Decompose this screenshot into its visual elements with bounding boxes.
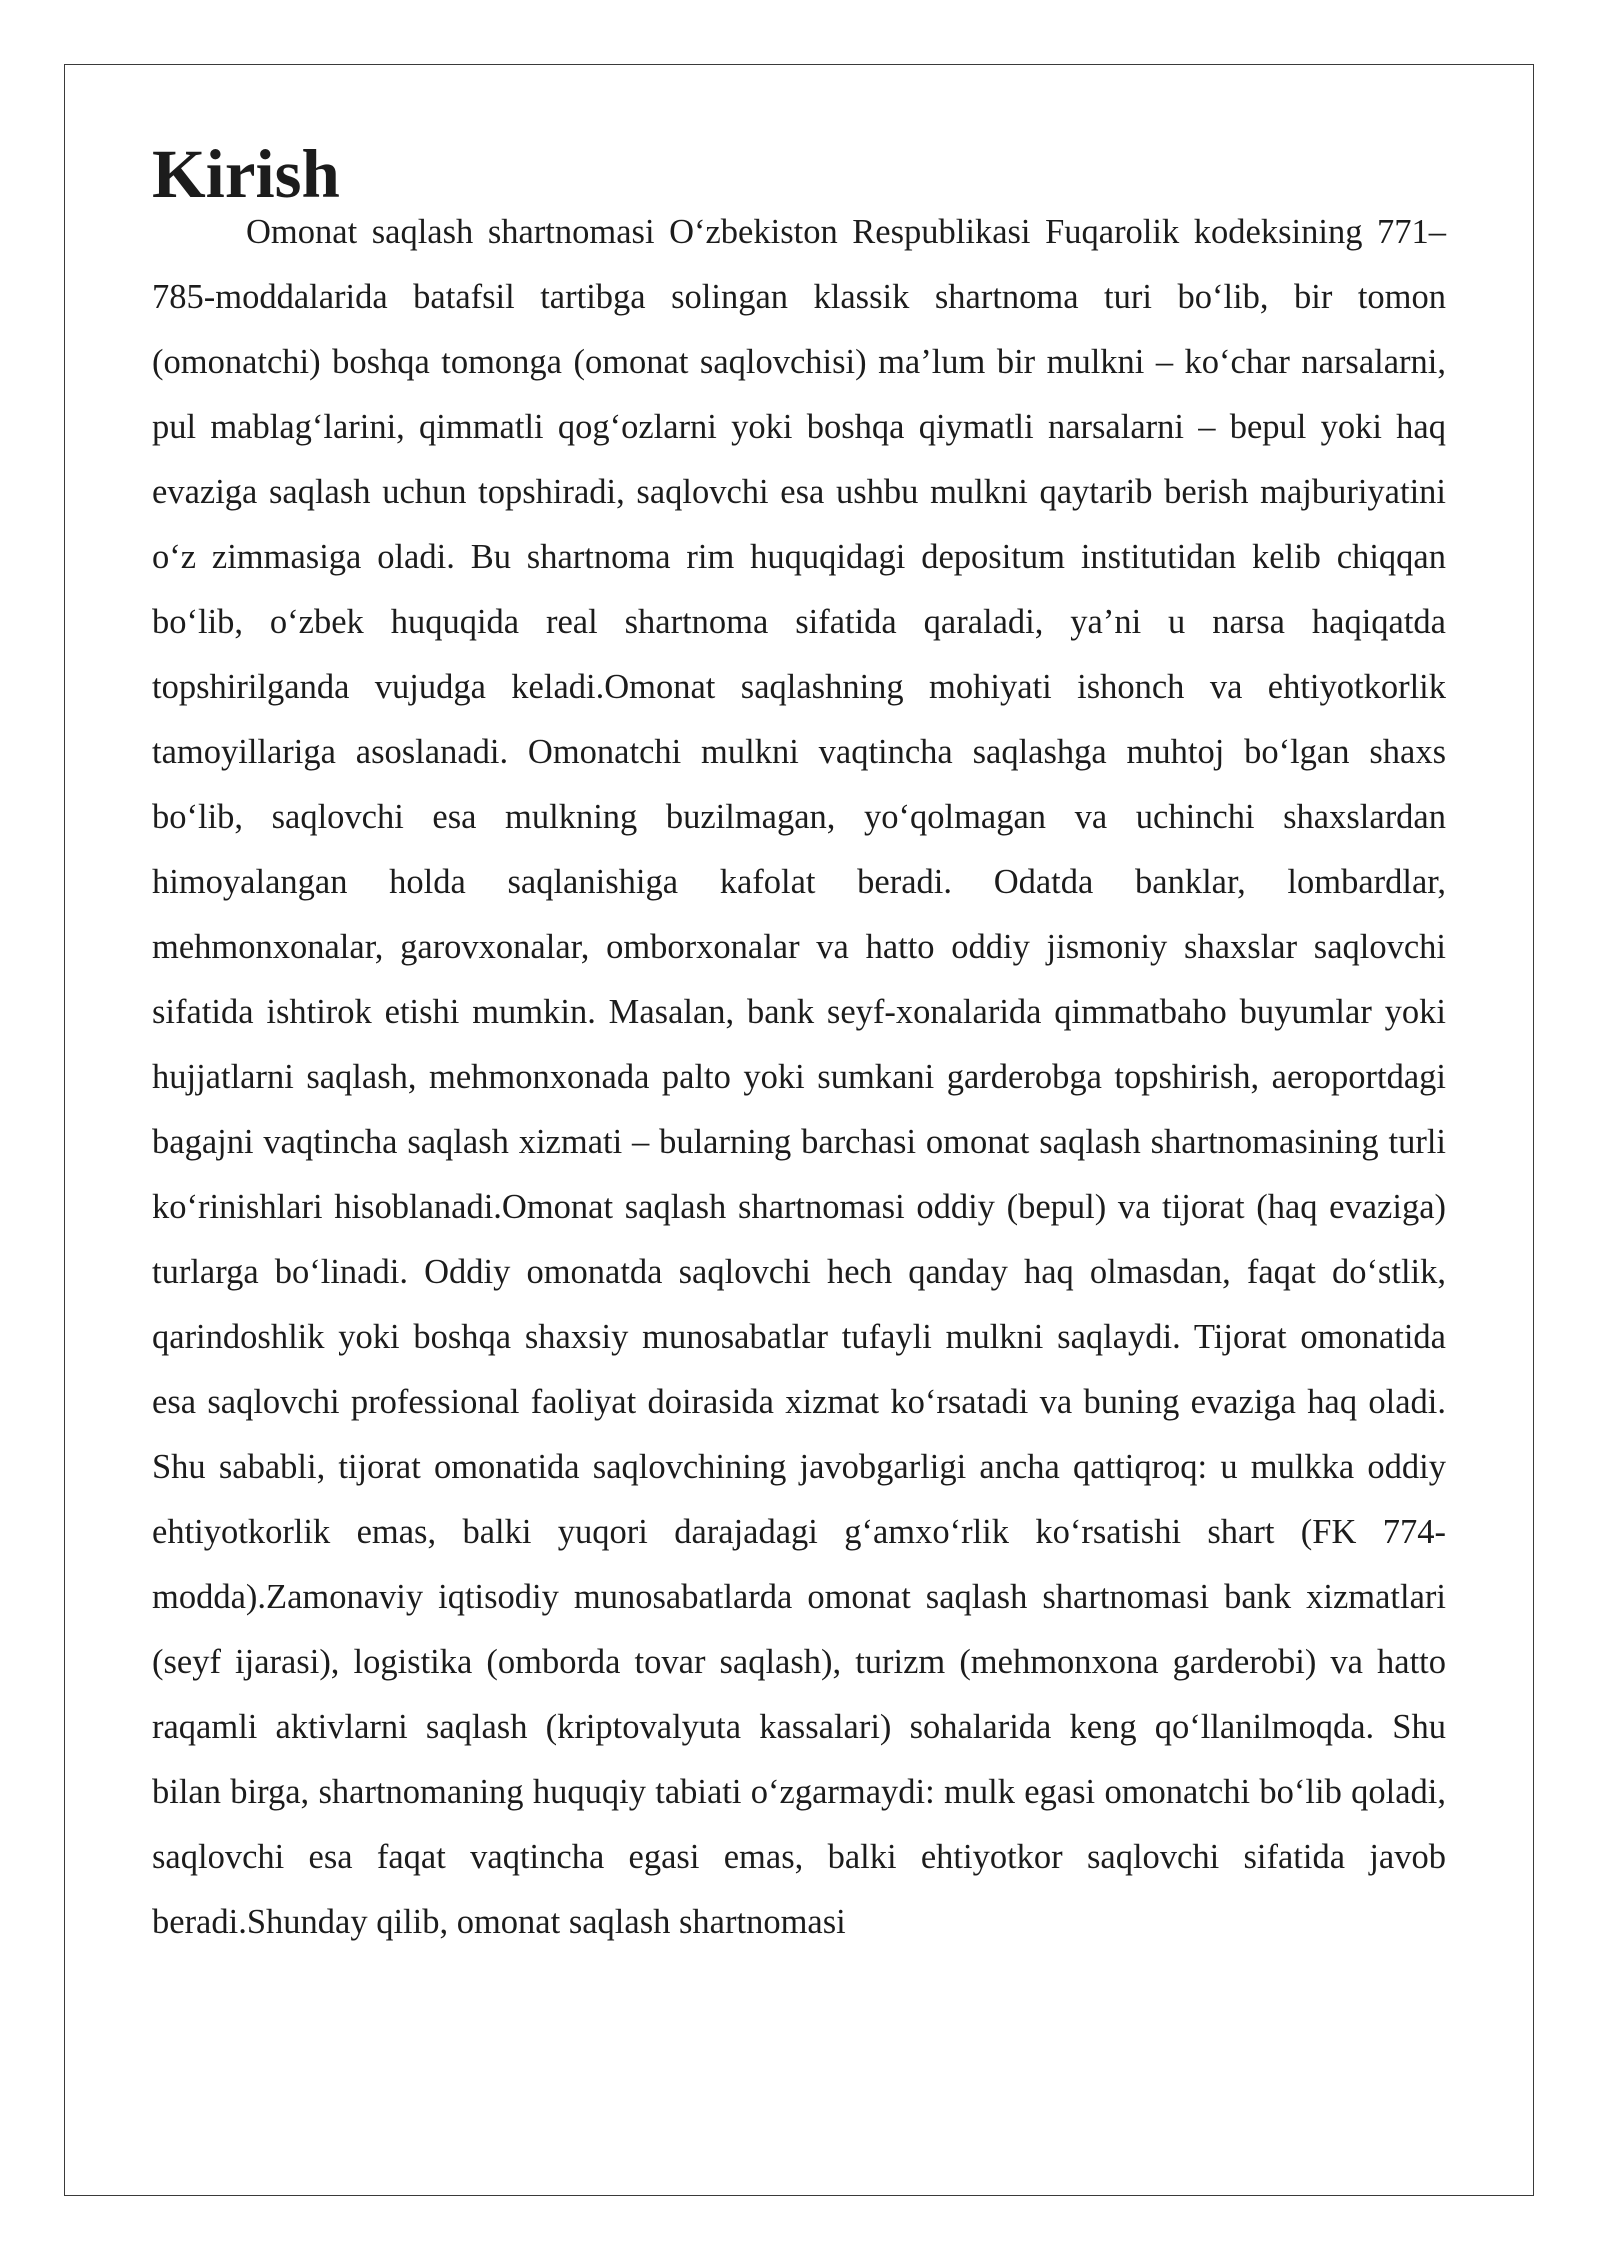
body-paragraph: Omonat saqlash shartnomasi O‘zbekiston Respublikasi Fuqarolik kodeksining 771–785-moddalarida batafsil tartibga solingan klassik shartnoma turi bo‘lib, bir tomon (omonatchi) boshqa tomonga (omonat saqlovchisi) ma’lum bir mulkni – ko‘char narsalarni, pul mablag‘larini, qimmatli qog‘ozlarni yoki boshqa qiymatli narsalarni – bepul yoki haq evaziga saqlash uchun topshiradi, saqlovchi esa ushbu mulkni qaytarib berish majburiyatini o‘z zimmasiga oladi. Bu shartnoma rim huquqidagi depositum institutidan kelib chiqqan bo‘lib, o‘zbek huquqida real shartnoma sifatida qaraladi, ya’ni u narsa haqiqatda topshirilganda vujudga keladi.Omonat saqlashning mohiyati ishonch va ehtiyotkorlik tamoyillariga asoslanadi. Omonatchi mulkni vaqtincha saqlashga muhtoj bo‘lgan shaxs bo‘lib, saqlovchi esa mulkning buzilmagan, yo‘qolmagan va uchinchi shaxslardan himoyalangan holda saqlanishiga kafolat beradi. Odatda banklar, lombardlar, mehmonxonalar, garovxonalar, omborxonalar va hatto oddiy jismoniy shaxslar saqlovchi sifatida ishtirok etishi mumkin. Masalan, bank seyf-xonalarida qimmatbaho buyumlar yoki hujjatlarni saqlash, mehmonxonada palto yoki sumkani garderobga topshirish, aeroportdagi bagajni vaqtincha saqlash xizmati – bularning barchasi omonat saqlash shartnomasining turli ko‘rinishlari hisoblanadi.Omonat saqlash shartnomasi oddiy (bepul) va tijorat (haq evaziga) turlarga bo‘linadi. Oddiy omonatda saqlovchi hech qanday haq olmasdan, faqat do‘stlik, qarindoshlik yoki boshqa shaxsiy munosabatlar tufayli mulkni saqlaydi. Tijorat omonatida esa saqlovchi professional faoliyat doirasida xizmat ko‘rsatadi va buning evaziga haq oladi. Shu sababli, tijorat omonatida saqlovchining javobgarligi ancha qattiqroq: u mulkka oddiy ehtiyotkorlik emas, balki yuqori darajadagi g‘amxo‘rlik ko‘rsatishi shart (FK 774-modda).Zamonaviy iqtisodiy munosabatlarda omonat saqlash shartnomasi bank xizmatlari (seyf ijarasi), logistika (omborda tovar saqlash), turizm (mehmonxona garderobi) va hatto raqamli aktivlarni saqlash (kriptovalyuta kassalari) sohalarida keng qo‘llanilmoqda. Shu bilan birga, shartnomaning huquqiy tabiati o‘zgarmaydi: mulk egasi omonatchi bo‘lib qoladi, saqlovchi esa faqat vaqtincha egasi emas, balki ehtiyotkor saqlovchi sifatida javob beradi.Shunday qilib, omonat saqlash shartnomasi <box>152 213 1446 1941</box>
section-heading: Kirish <box>152 136 340 212</box>
document-body <box>152 136 1446 1955</box>
